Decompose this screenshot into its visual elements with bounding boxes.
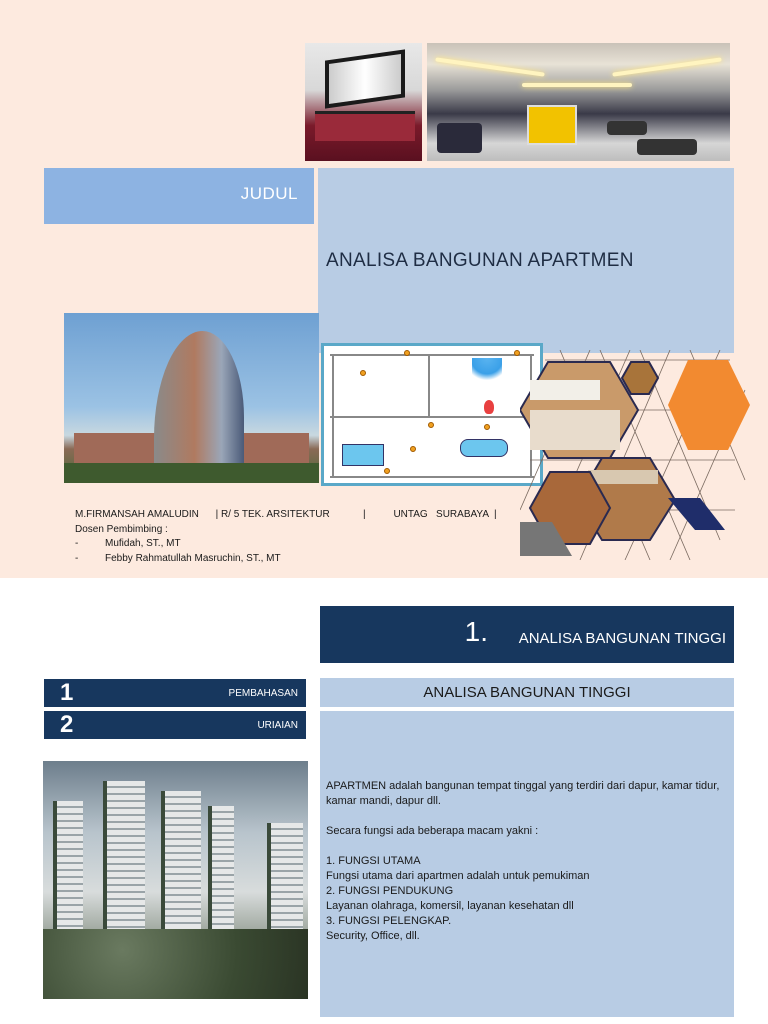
apartment-towers-photo <box>43 761 308 999</box>
office-interior-photo <box>427 43 730 161</box>
function-desc: Fungsi utama dari apartmen adalah untuk pemukiman <box>326 870 590 882</box>
function-heading: 2. FUNGSI PENDUKUNG <box>326 885 454 897</box>
judul-label: JUDUL <box>240 184 298 203</box>
lead-text: Secara fungsi ada beberapa macam yakni : <box>326 825 539 837</box>
author-block <box>75 508 497 566</box>
section-header <box>320 606 734 663</box>
author-line: M.FIRMANSAH AMALUDIN | R/ 5 TEK. ARSITEKTUR | UNTAG SURABAYA | <box>75 509 497 520</box>
nav-item-pembahasan[interactable]: 1 PEMBAHASAN <box>44 679 306 707</box>
section-title: ANALISA BANGUNAN TINGGI <box>518 630 726 647</box>
author-university: UNTAG SURABAYA <box>393 509 489 520</box>
curved-tower-photo <box>64 313 319 483</box>
fire-sprinkler-diagram <box>321 343 543 486</box>
container-house-photo <box>305 43 422 161</box>
author-class: | R/ 5 TEK. ARSITEKTUR <box>215 509 330 520</box>
advisor-label: Dosen Pembimbing : <box>75 523 168 535</box>
advisor-item: - Febby Rahmatullah Masruchin, ST., MT <box>75 552 281 564</box>
function-desc: Security, Office, dll. <box>326 930 420 942</box>
judul-label-box <box>44 168 314 224</box>
function-desc: Layanan olahraga, komersil, layanan kesehatan dll <box>326 900 574 912</box>
section-number: 1. <box>464 616 488 647</box>
function-heading: 3. FUNGSI PELENGKAP. <box>326 915 452 927</box>
content-box <box>320 711 734 1017</box>
hexagon-collage <box>520 350 750 560</box>
advisor-item: - Mufidah, ST., MT <box>75 538 181 549</box>
author-name: M.FIRMANSAH AMALUDIN <box>75 509 199 520</box>
document-title: ANALISA BANGUNAN APARTMEN <box>326 250 634 271</box>
nav-item-uriaian[interactable]: 2 URIAIAN <box>44 711 306 739</box>
parallelogram-navy <box>668 498 725 530</box>
hex-orange <box>668 360 750 450</box>
title-box <box>318 168 734 353</box>
sub-header: ANALISA BANGUNAN TINGGI <box>320 678 734 707</box>
intro-text: APARTMEN adalah bangunan tempat tinggal yang terdiri dari dapur, kamar tidur, kamar mandi, dapur dll. <box>326 780 720 807</box>
hex-small-interior <box>622 362 658 394</box>
function-heading: 1. FUNGSI UTAMA <box>326 855 421 867</box>
